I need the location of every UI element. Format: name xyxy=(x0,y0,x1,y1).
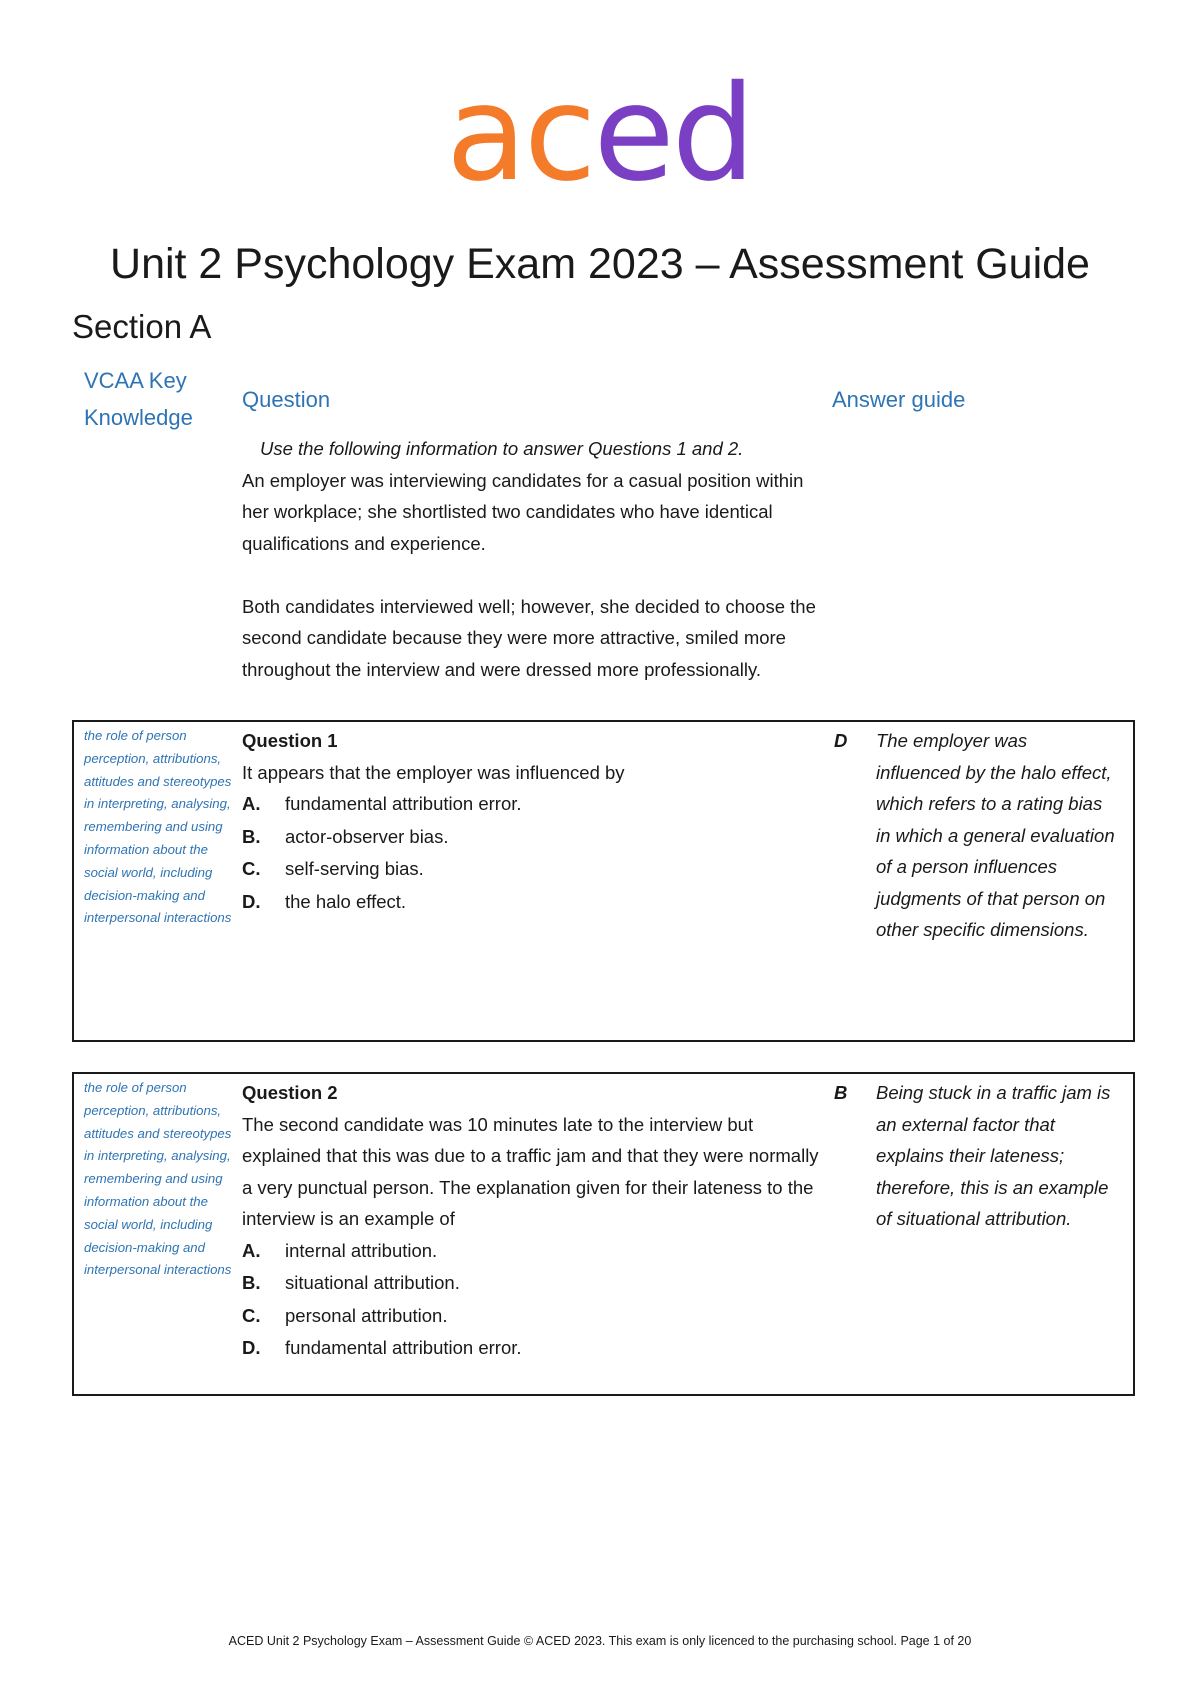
option-c xyxy=(242,1300,822,1333)
option-text: situational attribution. xyxy=(285,1272,460,1293)
question-2-box xyxy=(72,1072,1135,1396)
header-key-knowledge: VCAA Key Knowledge xyxy=(84,368,193,430)
option-text: personal attribution. xyxy=(285,1304,448,1326)
option-text: fundamental attribution error. xyxy=(285,793,522,814)
stimulus-text xyxy=(242,433,822,685)
answer-letter: D xyxy=(834,730,848,751)
question-1-box xyxy=(72,720,1135,1042)
option-letter: B. xyxy=(242,1272,261,1293)
answer-explanation: Being stuck in a traffic jam is an external factor that explains their lateness; therefore, this is an example of situational attribution. xyxy=(876,1082,1111,1229)
question-content xyxy=(242,1077,822,1365)
question-title: Question 2 xyxy=(242,1082,338,1103)
option-text: self-serving bias. xyxy=(285,858,424,879)
question-title: Question 1 xyxy=(242,730,338,751)
option-letter: D. xyxy=(242,890,261,912)
option-a xyxy=(242,1235,822,1268)
question-stem: The second candidate was 10 minutes late to the interview but explained that this was due to a traffic jam and that they were normally a very punctual person. The explanation given for their lateness to the interview is an example of xyxy=(242,1113,819,1229)
option-c xyxy=(242,853,822,886)
header-answer-guide: Answer guide xyxy=(832,387,966,412)
option-text: fundamental attribution error. xyxy=(285,1337,522,1358)
option-text: actor-observer bias. xyxy=(285,825,449,847)
page-title: Unit 2 Psychology Exam 2023 – Assessment Guide xyxy=(110,240,1090,288)
key-knowledge-text: the role of person perception, attributions, attitudes and stereotypes in interpreting, analysing, remembering and using information about the social world, including decision-making and interpersonal interactions xyxy=(84,728,232,926)
option-letter: A. xyxy=(242,793,261,814)
aced-logo xyxy=(446,57,766,211)
stimulus-lead: Use the following information to answer Questions 1 and 2. xyxy=(260,438,744,459)
option-letter: A. xyxy=(242,1239,261,1261)
page-footer: ACED Unit 2 Psychology Exam – Assessment Guide © ACED 2023. This exam is only licenced to the purchasing school. Page 1 of 20 xyxy=(228,1634,972,1648)
answer-explanation: The employer was influenced by the halo effect, which refers to a rating bias in which a general evaluation of a person influences judgments of that person on other specific dimensions. xyxy=(876,730,1115,940)
option-letter: B. xyxy=(242,825,261,847)
option-text: the halo effect. xyxy=(285,890,407,912)
question-content xyxy=(242,725,822,918)
stimulus-paragraph-2: Both candidates interviewed well; however, she decided to choose the second candidate because they were more attractive, smiled more throughout the interview and were dressed more professionally. xyxy=(242,595,816,680)
option-letter: C. xyxy=(242,858,261,879)
key-knowledge-text: the role of person perception, attributions, attitudes and stereotypes in interpreting, analysing, remembering and using information about the social world, including decision-making and interpersonal interactions xyxy=(84,1080,232,1278)
logo-part-ed: ed xyxy=(593,57,753,211)
option-b xyxy=(242,1267,822,1300)
option-d xyxy=(242,1332,822,1365)
option-text: internal attribution. xyxy=(285,1239,438,1261)
option-b xyxy=(242,821,822,854)
option-letter: C. xyxy=(242,1304,261,1326)
question-stem: It appears that the employer was influenced by xyxy=(242,761,625,783)
answer-letter: B xyxy=(834,1082,848,1103)
section-heading: Section A xyxy=(72,308,212,345)
option-letter: D. xyxy=(242,1337,261,1358)
stimulus-paragraph-1: An employer was interviewing candidates for a casual position within her workplace; she shortlisted two candidates who have identical qualifications and experience. xyxy=(242,469,804,554)
logo-part-ac: ac xyxy=(446,57,594,211)
header-question: Question xyxy=(242,387,331,412)
option-a xyxy=(242,788,822,821)
option-d xyxy=(242,886,822,919)
